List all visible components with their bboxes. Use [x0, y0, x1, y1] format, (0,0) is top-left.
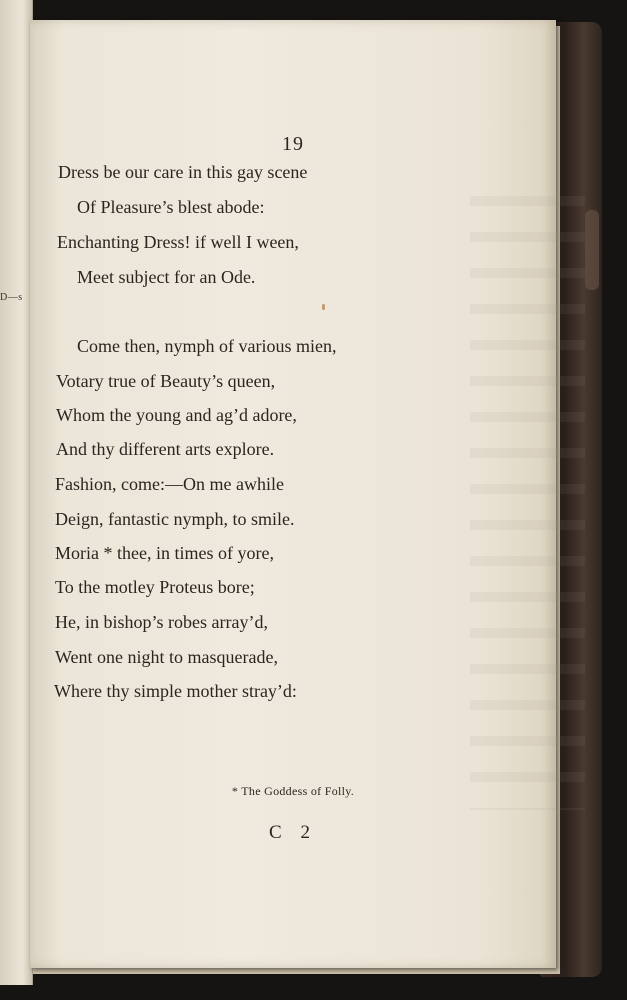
poem-line: Went one night to masquerade, — [55, 647, 278, 667]
poem-line: Dress be our care in this gay scene — [58, 162, 308, 182]
poem-line: Fashion, come:—On me awhile — [55, 474, 284, 494]
poem-line: Where thy simple mother stray’d: — [54, 681, 297, 701]
poem-line: Come then, nymph of various mien, — [77, 336, 337, 356]
footnote: * The Goddess of Folly. — [231, 784, 355, 798]
poem-line: Of Pleasure’s blest abode: — [77, 197, 265, 217]
poem-line: Votary true of Beauty’s queen, — [56, 371, 276, 391]
poem-line: Meet subject for an Ode. — [77, 267, 256, 287]
poem-line: He, in bishop’s robes array’d, — [55, 612, 268, 632]
poem-line: Whom the young and ag’d adore, — [56, 405, 297, 425]
poem-line: Enchanting Dress! if well I ween, — [57, 232, 299, 252]
paper-speck — [322, 304, 325, 310]
page-number: 19 — [282, 133, 304, 155]
previous-page-edge — [0, 0, 33, 985]
poem-line: Deign, fantastic nymph, to smile. — [55, 509, 295, 529]
cover-wear-mark — [585, 210, 599, 290]
book-page — [30, 20, 556, 968]
poem-line: Moria * thee, in times of yore, — [55, 543, 274, 563]
previous-page-mark: D—s — [0, 292, 23, 303]
poem-line: To the motley Proteus bore; — [55, 577, 255, 597]
signature-mark: C 2 — [269, 822, 317, 843]
poem-line: And thy different arts explore. — [56, 439, 275, 459]
